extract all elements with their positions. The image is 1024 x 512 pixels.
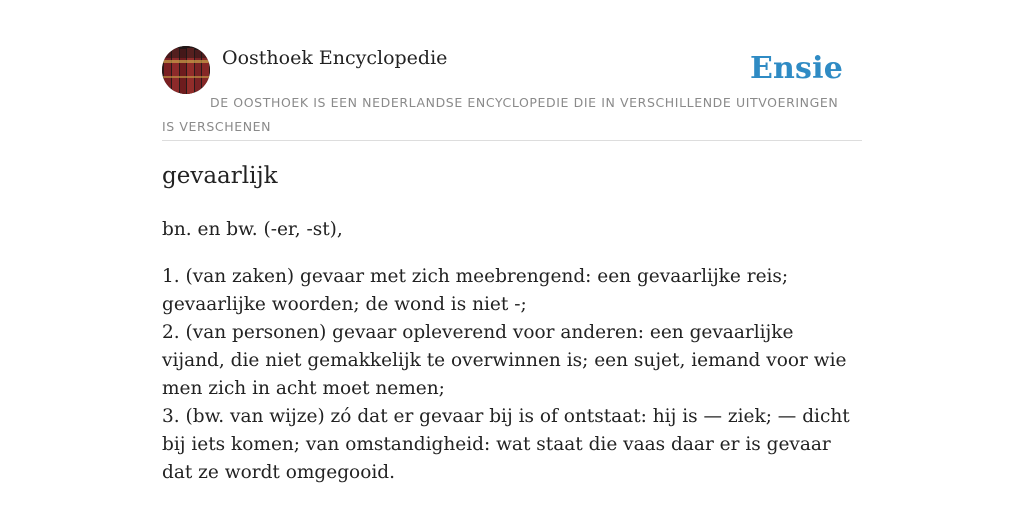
source-title[interactable]: Oosthoek Encyclopedie [222,47,448,69]
entry-sense: 2. (van personen) gevaar opleverend voor anderen: een gevaarlijke vijand, die niet gemakkelijk te overwinnen is; een sujet, iemand voor wie men zich in acht moet nemen; [162,322,847,399]
entry-content [162,216,862,487]
entry-sense: 1. (van zaken) gevaar met zich meebrengend: een gevaarlijke reis; gevaarlijke woorden; de wond is niet -; [162,266,789,315]
source-header [162,46,862,141]
entry-sense: 3. (bw. van wijze) zó dat er gevaar bij is of ontstaat: hij is — ziek; — dicht bij iets komen; van omstandigheid: wat staat die vaas daar er is gevaar dat ze wordt omgegooid. [162,406,850,483]
source-description: DE OOSTHOEK IS EEN NEDERLANDSE ENCYCLOPEDIE DIE IN VERSCHILLENDE UITVOERINGEN IS VERSCHENEN [162,95,839,134]
encyclopedia-books-icon[interactable] [162,46,210,94]
brand-logo[interactable]: Ensie [749,51,843,86]
entry-headword: gevaarlijk [162,163,278,189]
entry-grammar: bn. en bw. (-er, -st), [162,219,343,240]
